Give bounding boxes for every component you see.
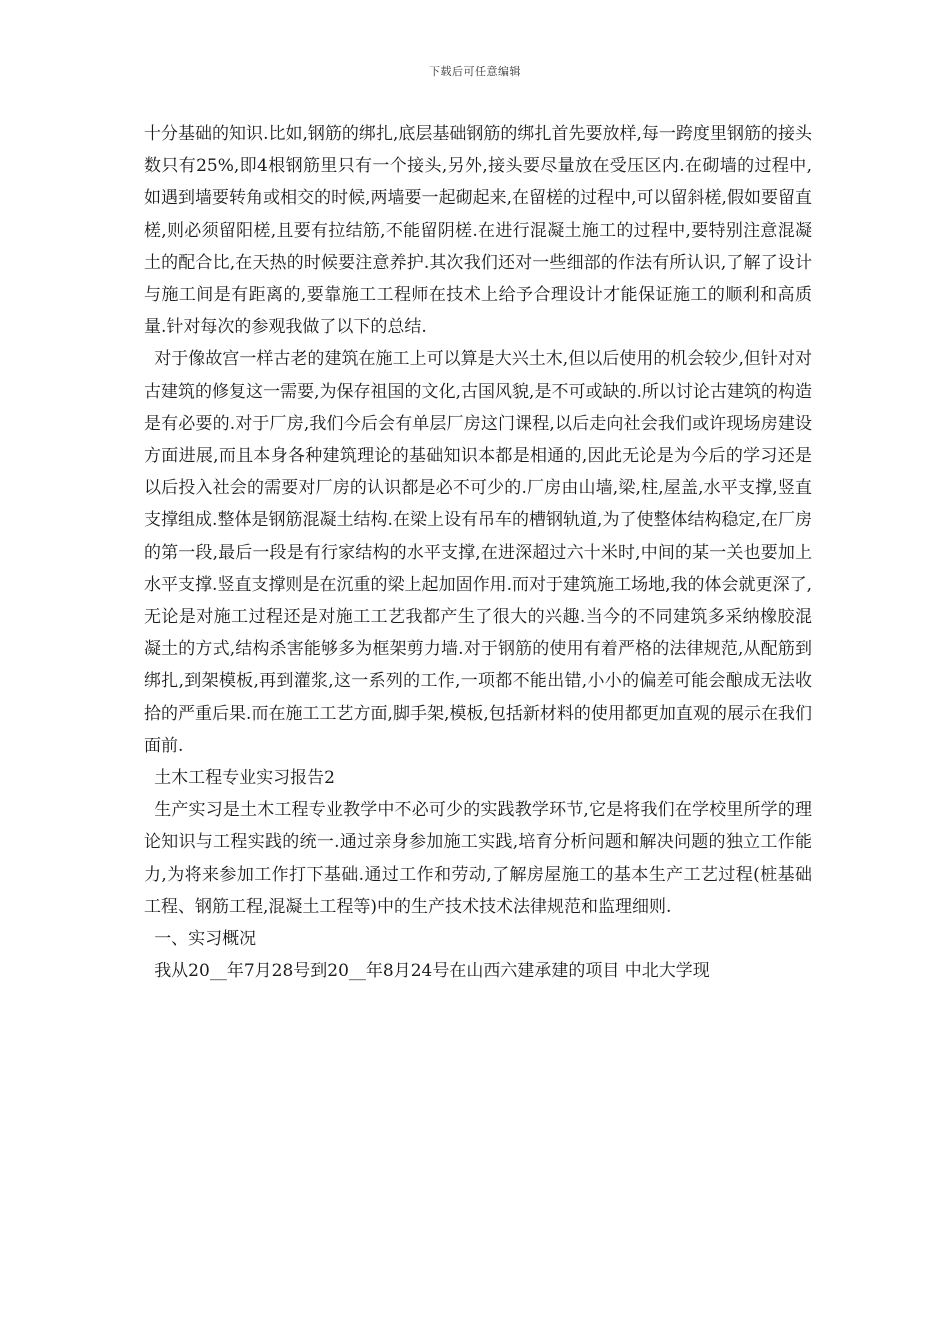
page-header: 下载后可任意编辑 [429, 65, 521, 78]
section-heading-overview: 一、实习概况 [154, 929, 257, 950]
paragraph-internship-dates: 我从20__年7月28号到20__年8月24号在山西六建承建的项目 中北大学现 [154, 961, 710, 982]
section-title-report-2: 土木工程专业实习报告2 [154, 768, 336, 789]
paragraph-production-internship: 生产实习是土木工程专业教学中不必可少的实践教学环节,它是将我们在学校里所学的理论知识与工程实践的统一.通过亲身参加施工实践,培育分析问题和解决问题的独立工作能力,为将来参加工作打下基础.通过工作和劳动,了解房屋施工的基本生产工艺过程(桩基础工程、钢筋工程,混凝土工程等)中的生产技术技术法律规范和监理细则. [144, 800, 812, 917]
paragraph-ancient-buildings-factory: 对于像故宫一样古老的建筑在施工上可以算是大兴土木,但以后使用的机会较少,但针对对古建筑的修复这一需要,为保存祖国的文化,古国风貌,是不可或缺的.所以讨论古建筑的构造是有必要的.对于厂房,我们今后会有单层厂房这门课程,以后走向社会我们或许现场房建设方面进展,而且本身各种建筑理论的基础知识本都是相通的,因此无论是为今后的学习还是以后投入社会的需要对厂房的认识都是必不可少的.厂房由山墙,梁,柱,屋盖,水平支撑,竖直支撑组成.整体是钢筋混凝土结构.在梁上设有吊车的槽钢轨道,为了使整体结构稳定,在厂房的第一段,最后一段是有行家结构的水平支撑,在进深超过六十米时,中间的某一关也要加上水平支撑.竖直支撑则是在沉重的梁上起加固作用.而对于建筑施工场地,我的体会就更深了,无论是对施工过程还是对施工工艺我都产生了很大的兴趣.当今的不同建筑多采纳橡胶混凝土的方式,结构杀害能够多为框架剪力墙.对于钢筋的使用有着严格的法律规范,从配筋到绑扎,到架模板,再到灌浆,这一系列的工作,一项都不能出错,小小的偏差可能会酿成无法收拾的严重后果.而在施工工艺方面,脚手架,模板,包括新材料的使用都更加直观的展示在我们面前. [144, 349, 812, 756]
document-body [144, 118, 812, 987]
paragraph-construction-basics: 十分基础的知识.比如,钢筋的绑扎,底层基础钢筋的绑扎首先要放样,每一跨度里钢筋的接头数只有25%,即4根钢筋里只有一个接头,另外,接头要尽量放在受压区内.在砌墙的过程中,如遇到墙要转角或相交的时候,两墙要一起砌起来,在留槎的过程中,可以留斜槎,假如要留直槎,则必须留阳槎,且要有拉结筋,不能留阴槎.在进行混凝土施工的过程中,要特别注意混凝土的配合比,在天热的时候要注意养护.其次我们还对一些细部的作法有所认识,了解了设计与施工间是有距离的,要靠施工工程师在技术上给予合理设计才能保证施工的顺利和高质量.针对每次的参观我做了以下的总结. [144, 124, 812, 338]
